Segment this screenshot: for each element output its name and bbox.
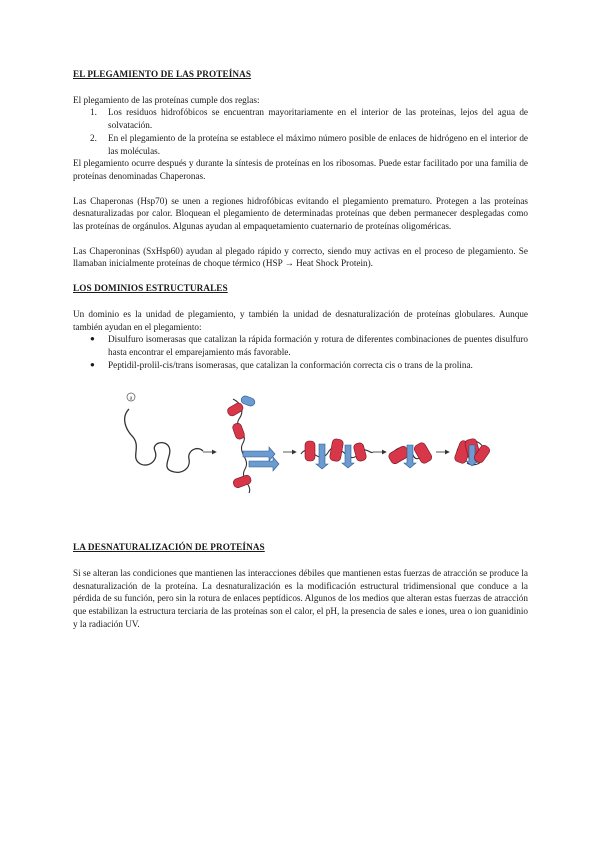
list-item-text: En el plegamiento de la proteína se establece el máximo número posible de enlaces de hidrógeno en el interior de las moléculas.	[108, 132, 528, 156]
bullet-list	[73, 333, 528, 371]
folding-stage-3	[301, 439, 373, 470]
list-number: 2.	[90, 132, 97, 143]
section-title-desnaturalizacion: LA DESNATURALIZACIÓN DE PROTEÍNAS	[73, 542, 265, 553]
list-number: 1.	[90, 107, 97, 118]
folding-stage-2	[226, 395, 279, 493]
list-item-text: Peptidil-prolil-cis/trans isomerasas, que catalizan la conformación correcta cis o trans de la prolina.	[108, 359, 473, 370]
paragraph: Las Chaperoninas (SxHsp60) ayudan al plegado rápido y correcto, siendo muy activas en el proceso de plegamiento. Se llamaban inicialmente proteínas de choque térmico (HSP → Heat Shock Protein).	[73, 245, 528, 269]
protein-folding-diagram	[73, 389, 528, 499]
list-item	[73, 132, 528, 157]
list-item-text: Los residuos hidrofóbicos se encuentran mayoritariamente en el interior de las proteínas, lejos del agua de solvatación.	[108, 107, 528, 131]
section-title-dominios: LOS DOMINIOS ESTRUCTURALES	[73, 283, 228, 294]
paragraph: Un dominio es la unidad de plegamiento, y también la unidad de desnaturalización de proteínas globulares. Aunque también ayudan en el plegamiento:	[73, 308, 528, 332]
paragraph: Si se alteran las condiciones que mantienen las interacciones débiles que mantienen estas fuerzas de atracción se produce la desnaturalización de la proteína. La desnaturalización es la modificación estructural tridimensional que conduce a la pérdida de su función, pero sin la rotura de enlaces peptídicos. Algunos de los medios que alteran estas fuerzas de atracción que estabilizan la estructura terciaria de las proteínas son el calor, el pH, la presencia de sales e iones, urea o ion guanidinio y la radiación UV.	[73, 568, 528, 629]
figure-label: a	[129, 395, 133, 402]
intro-text: El plegamiento de las proteínas cumple dos reglas:	[73, 94, 260, 105]
folding-stage-5-native	[454, 438, 492, 466]
unfolded-chain	[125, 409, 203, 472]
document-content	[73, 68, 528, 631]
list-item	[73, 359, 528, 372]
rules-list	[73, 106, 528, 157]
section-title-plegamiento: EL PLEGAMIENTO DE LAS PROTEÍNAS	[73, 69, 252, 79]
list-item	[73, 333, 528, 358]
folding-stage-4	[387, 442, 433, 469]
list-item	[73, 106, 528, 131]
bullet-icon: ●	[90, 334, 95, 344]
paragraph: Las Chaperonas (Hsp70) se unen a regiones hidrofóbicas evitando el plegamiento prematuro. Protegen a las proteínas desnaturalizadas por calor. Bloquean el plegamiento de determinadas proteínas que deben permanecer desplegadas como las proteínas de orgánulos. Algunas ayudan al empaquetamiento cuaternario de proteínas oligoméricas.	[73, 195, 528, 232]
bullet-icon: ●	[90, 359, 95, 369]
protein-folding-figure	[73, 389, 528, 499]
list-item-text: Disulfuro isomerasas que catalizan la rápida formación y rotura de diferentes combinaciones de puentes disulfuro hasta encontrar el emparejamiento más favorable.	[108, 334, 528, 357]
paragraph: El plegamiento ocurre después y durante la síntesis de proteínas en los ribosomas. Puede estar facilitado por una familia de proteínas denominadas Chaperonas.	[73, 158, 528, 181]
